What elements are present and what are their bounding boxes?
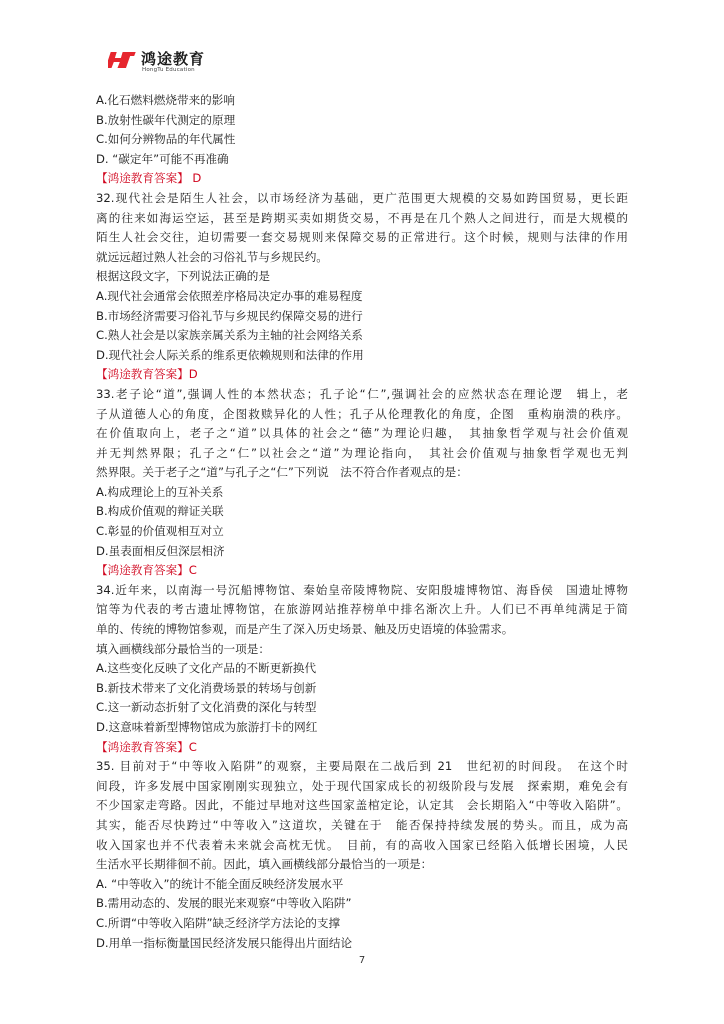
text-line: 35. 目前对于“中等收入陷阱”的观察，主要局限在二战后到 21 世纪初的时间段。 在这个时 <box>96 759 628 774</box>
text-line: 就远远超过熟人社会的习俗礼节与乡规民约。 <box>96 249 328 264</box>
answer-line: 【鸿途教育答案】 D <box>96 171 202 186</box>
option-line: D.用单一指标衡量国民经济发展只能得出片面结论 <box>96 935 353 950</box>
text-line: 单的、传统的博物馆参观，而是产生了深入历史场景、触及历史语境的体验需求。 <box>96 622 514 637</box>
page-number: 7 <box>358 955 366 966</box>
option-line: D.虽表面相反但深层相济 <box>96 543 225 558</box>
option-line: B.市场经济需要习俗礼节与乡规民约保障交易的进行 <box>96 308 363 323</box>
logo-chinese-name: 鸿途教育 <box>141 50 206 68</box>
text-line: 其实，能否尽快跨过“中等收入”这道坎，关键在于 能否保持持续发展的势头。而且，成为高 <box>96 817 628 832</box>
option-line: D. “碳定年”可能不再准确 <box>96 151 229 166</box>
option-line: C.熟人社会是以家族亲属关系为主轴的社会网络关系 <box>96 328 363 343</box>
option-line: C.彰显的价值观相互对立 <box>96 524 224 539</box>
text-line: 不少国家走弯路。因此，不能过早地对这些国家盖棺定论，认定其 会长期陷入“中等收入陷阱”。 <box>96 798 628 813</box>
exam-questions-body <box>96 91 628 953</box>
option-line: B.需用动态的、发展的眼光来观察“中等收入陷阱” <box>96 896 352 911</box>
text-line: 并无判然界限；孔子之“仁”以社会之“道”为理论指向， 其社会价值观与抽象哲学观也无判 <box>96 445 628 460</box>
option-line: B.构成价值观的辩证关联 <box>96 504 224 519</box>
hongtu-logo <box>108 48 228 76</box>
answer-line: 【鸿途教育答案】D <box>96 367 198 382</box>
option-line: B.放射性碳年代测定的原理 <box>96 112 236 127</box>
option-line: A.构成理论上的互补关系 <box>96 484 224 499</box>
text-line: 在价值取向上，老子之“道”以具体的社会之“德”为理论归趣， 其抽象哲学观与社会价值观 <box>96 426 628 441</box>
text-line: 间段，许多发展中国家刚刚实现独立，处于现代国家成长的初级阶段与发展 探索期，难免会有 <box>96 778 628 793</box>
text-line: 子从道德人心的角度，企图救赎异化的人性；孔子从伦理教化的角度，企图 重构崩溃的秩序。 <box>96 406 628 421</box>
logo-english-name: HongTu Education <box>142 67 195 73</box>
option-line: C.这一新动态折射了文化消费的深化与转型 <box>96 700 317 715</box>
answer-line: 【鸿途教育答案】C <box>96 739 197 754</box>
text-line: 填入画横线部分最恰当的一项是： <box>96 641 270 656</box>
text-line: 生活水平长期徘徊不前。因此，填入画横线部分最恰当的一项是： <box>96 857 433 872</box>
text-line: 34.近年来，以南海一号沉船博物馆、秦始皇帝陵博物院、安阳殷墟博物馆、海昏侯 国遗址博物 <box>96 582 628 597</box>
text-line: 馆等为代表的考古遗址博物馆，在旅游网站推荐榜单中排名渐次上升。人们已不再单纯满足于简 <box>96 602 628 617</box>
text-line: 32.现代社会是陌生人社会，以市场经济为基础，更广范围更大规模的交易如跨国贸易，更长距 <box>96 190 628 205</box>
option-line: A.化石燃料燃烧带来的影响 <box>96 93 235 107</box>
answer-line: 【鸿途教育答案】C <box>96 563 197 578</box>
text-line: 陌生人社会交往，迫切需要一套交易规则来保障交易的正常进行。这个时候，规则与法律的作用 <box>96 230 628 245</box>
hongtu-logo-mark-icon <box>108 50 136 70</box>
option-line: A.这些变化反映了文化产品的不断更新换代 <box>96 661 317 676</box>
option-line: B.新技术带来了文化消费场景的转场与创新 <box>96 680 317 695</box>
text-line: 然界限。关于老子之“道”与孔子之“仁”下列说 法不符合作者观点的是： <box>96 465 468 480</box>
text-line: 收入国家也并不代表着未来就会高枕无忧。 目前，有的高收入国家已经陷入低增长困境，人民 <box>96 837 628 852</box>
option-line: A.现代社会通常会依照差序格局决定办事的难易程度 <box>96 288 363 303</box>
text-line: 33.老子论“道”,强调人性的本然状态；孔子论“仁”,强调社会的应然状态在理论逻 辑上，老 <box>96 386 628 401</box>
text-line: 离的往来如海运空运，甚至是跨期买卖如期货交易，不再是在几个熟人之间进行，而是大规模的 <box>96 210 628 225</box>
text-line: 根据这段文字，下列说法正确的是 <box>96 269 270 284</box>
option-line: A. “中等收入”的统计不能全面反映经济发展水平 <box>96 876 344 891</box>
option-line: D.现代社会人际关系的维系更依赖规则和法律的作用 <box>96 347 364 362</box>
option-line: C.如何分辨物品的年代属性 <box>96 132 236 147</box>
option-line: C.所谓“中等收入陷阱”缺乏经济学方法论的支撑 <box>96 915 341 930</box>
option-line: D.这意味着新型博物馆成为旅游打卡的网红 <box>96 720 318 734</box>
